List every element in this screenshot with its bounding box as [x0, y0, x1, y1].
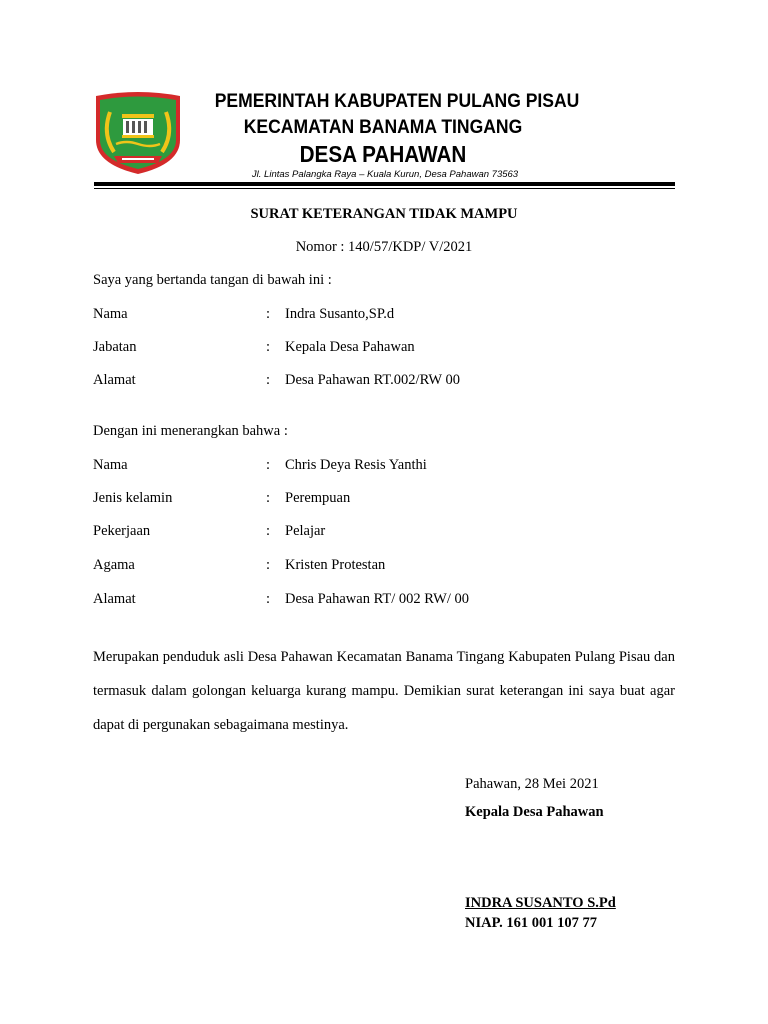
signature-name: INDRA SUSANTO S.Pd [465, 895, 616, 911]
field-colon: : [266, 457, 271, 473]
signer-field-address [93, 372, 653, 392]
document-number: Nomor : 140/57/KDP/ V/2021 [295, 239, 473, 255]
field-label: Jabatan [93, 339, 137, 355]
field-value: Pelajar [285, 523, 326, 539]
intro-text: Saya yang bertanda tangan di bawah ini : [93, 272, 332, 288]
subject-field-address [93, 591, 653, 611]
field-colon: : [266, 339, 271, 355]
signature-position: Kepala Desa Pahawan [465, 804, 604, 820]
subject-field-gender [93, 490, 653, 510]
field-colon: : [266, 490, 271, 506]
subject-field-religion [93, 557, 653, 577]
field-colon: : [266, 306, 271, 322]
signature-niap: NIAP. 161 001 107 77 [465, 915, 597, 931]
field-value: Chris Deya Resis Yanthi [285, 457, 427, 473]
field-colon: : [266, 591, 271, 607]
field-colon: : [266, 557, 271, 573]
field-value: Indra Susanto,SP.d [285, 306, 395, 322]
field-label: Alamat [93, 591, 136, 607]
subject-field-occupation [93, 523, 653, 543]
header-divider-thick [94, 182, 675, 186]
header-line-1: PEMERINTAH KABUPATEN PULANG PISAU [214, 90, 580, 112]
document-title: SURAT KETERANGAN TIDAK MAMPU [250, 206, 518, 222]
body-paragraph: Merupakan penduduk asli Desa Pahawan Kecamatan Banama Tingang Kabupaten Pulang Pisau dan termasuk dalam golongan keluarga kurang mampu. Demikian surat keterangan ini saya buat agar dapat di pergunakan sebagaimana mestinya. [93, 649, 675, 733]
field-label: Jenis kelamin [93, 490, 173, 506]
field-value: Kristen Protestan [285, 557, 386, 573]
field-label: Agama [93, 557, 135, 573]
header-line-3: DESA PAHAWAN [299, 141, 467, 167]
header-address: Jl. Lintas Palangka Raya – Kuala Kurun, Desa Pahawan 73563 [251, 169, 519, 180]
field-colon: : [266, 372, 271, 388]
field-label: Alamat [93, 372, 136, 388]
statement-text: Dengan ini menerangkan bahwa : [93, 423, 288, 439]
field-label: Nama [93, 457, 128, 473]
field-colon: : [266, 523, 271, 539]
field-value: Desa Pahawan RT.002/RW 00 [285, 372, 460, 388]
district-emblem-icon [92, 90, 184, 176]
field-value: Desa Pahawan RT/ 002 RW/ 00 [285, 591, 469, 607]
field-label: Nama [93, 306, 128, 322]
field-value: Kepala Desa Pahawan [285, 339, 415, 355]
signature-place-date: Pahawan, 28 Mei 2021 [465, 776, 599, 792]
header-divider-thin [94, 188, 675, 189]
signer-field-position [93, 339, 653, 359]
header-line-2: KECAMATAN BANAMA TINGANG [243, 116, 523, 138]
signer-field-name [93, 306, 653, 326]
subject-field-name [93, 457, 653, 477]
field-value: Perempuan [285, 490, 351, 506]
field-label: Pekerjaan [93, 523, 151, 539]
